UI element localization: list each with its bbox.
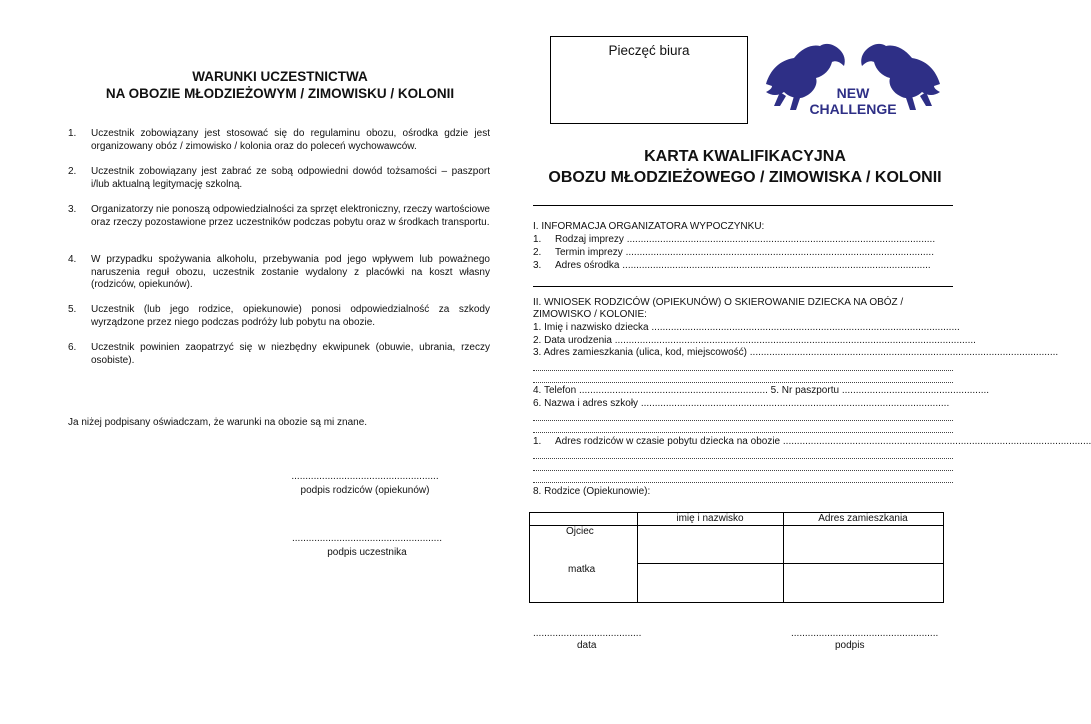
parents-address-line[interactable] <box>533 470 953 471</box>
phone-passport-row: 4. Telefon .................................................................... 5. Nr paszportu ..................................................... <box>533 385 990 396</box>
event-type-field[interactable]: 1. Rodzaj imprezy ............................................................................................................... <box>533 234 936 245</box>
condition-text: Uczestnik zobowiązany jest stosować się do regulaminu obozu, ośrodka gdzie jest organizowany obóz / zimowisko / kolonia oraz do poleceń wychowawców. <box>91 128 490 152</box>
father-name-cell[interactable] <box>638 526 782 562</box>
condition-text: Organizatorzy nie ponoszą odpowiedzialności za sprzęt elektroniczny, rzeczy wartościowe oraz rzeczy pozostawione przez uczestników podczas pobytu oraz w środkach transportu. <box>91 204 490 228</box>
condition-text: Uczestnik zobowiązany jest zabrać ze sobą odpowiedni dowód tożsamości – paszport i/lub aktualną legitymację szkolną. <box>91 166 490 190</box>
condition-text: Uczestnik (lub jego rodzice, opiekunowie) ponosi odpowiedzialność za szkody wyrządzone przez niego podczas podróży lub pobytu na obozie. <box>91 304 490 328</box>
signature-label: podpis <box>835 640 865 651</box>
condition-number: 5. <box>68 304 77 315</box>
condition-text: W przypadku spożywania alkoholu, przebywania pod jego wpływem lub poważnego naruszenia reguł obozu, uczestnik zostanie wydalony z placówki na koszt własny (rodziców, opiekunów). <box>91 254 490 290</box>
conditions-title-line1: WARUNKI UCZESTNICTWA <box>192 69 368 84</box>
home-address-field[interactable]: 3. Adres zamieszkania (ulica, kod, miejscowość) ............................................................................................................... <box>533 347 1059 358</box>
signature-dots: ..................................................... <box>291 471 439 482</box>
office-stamp-label: Pieczęć biura <box>608 43 690 58</box>
signature-line[interactable]: ..................................................... <box>791 628 939 639</box>
table-header-name: imię i nazwisko <box>676 513 744 524</box>
qualification-title-line1: KARTA KWALIFIKACYJNA <box>644 148 846 165</box>
declaration-text: Ja niżej podpisany oświadczam, że warunki na obozie są mi znane. <box>68 417 368 428</box>
date-signature-line[interactable]: ....................................... <box>533 628 642 639</box>
new-challenge-logo <box>760 40 946 120</box>
table-header-address: Adres zamieszkania <box>818 513 908 524</box>
home-address-line[interactable] <box>533 370 953 371</box>
date-label: data <box>577 640 597 651</box>
condition-number: 1. <box>68 128 77 139</box>
condition-number: 3. <box>68 204 77 215</box>
horses-logo-icon <box>760 40 946 120</box>
section2-title-line2: ZIMOWISKO / KOLONIE: <box>533 309 647 320</box>
section1-title: I. INFORMACJA ORGANIZATORA WYPOCZYNKU: <box>533 221 765 232</box>
home-address-line[interactable] <box>533 382 953 383</box>
parents-address-field[interactable]: 1. Adres rodziców w czasie pobytu dziecka na obozie ............................................................................................................... <box>533 436 1091 447</box>
phone-field: 4. Telefon <box>533 385 577 396</box>
school-address-line[interactable] <box>533 420 953 421</box>
child-name-field[interactable]: 1. Imię i nazwisko dziecka ............................................................................................................... <box>533 322 960 333</box>
venue-address-field[interactable]: 3. Adres ośrodka ............................................................................................................... <box>533 260 931 271</box>
qualification-title-line2: OBOZU MŁODZIEŻOWEGO / ZIMOWISKA / KOLONII <box>548 169 942 186</box>
parents-signature-label: podpis rodziców (opiekunów) <box>300 485 430 496</box>
passport-field: 5. Nr paszportu <box>770 385 840 396</box>
section2-title-line1: II. WNIOSEK RODZICÓW (OPIEKUNÓW) O SKIEROWANIE DZIECKA NA OBÓZ / <box>533 297 904 308</box>
logo-word-new: NEW <box>836 85 870 101</box>
parents-address-line[interactable] <box>533 458 953 459</box>
event-date-field[interactable]: 2. Termin imprezy ............................................................................................................... <box>533 247 934 258</box>
condition-number: 4. <box>68 254 77 265</box>
parents-table <box>529 512 944 603</box>
table-row-father: Ojciec <box>566 526 594 537</box>
school-field[interactable]: 6. Nazwa i adres szkoły ............................................................................................................... <box>533 398 950 409</box>
birth-date-field[interactable]: 2. Data urodzenia .................................................................................................................................. <box>533 335 976 346</box>
mother-address-cell[interactable] <box>784 564 942 601</box>
conditions-title-line2: NA OBOZIE MŁODZIEŻOWYM / ZIMOWISKU / KOLONII <box>105 86 455 101</box>
conditions-title <box>60 68 500 102</box>
parents-address-line[interactable] <box>533 482 953 483</box>
table-row-mother: matka <box>568 564 596 575</box>
participant-signature-block <box>282 532 452 560</box>
logo-word-challenge: CHALLENGE <box>809 101 897 117</box>
father-address-cell[interactable] <box>784 526 942 562</box>
mother-name-cell[interactable] <box>638 564 782 601</box>
parents-signature-block <box>280 470 450 498</box>
signature-dots: ...................................................... <box>291 533 443 544</box>
qualification-card-title <box>520 146 970 188</box>
condition-number: 2. <box>68 166 77 177</box>
divider <box>533 205 953 206</box>
divider <box>533 286 953 287</box>
condition-number: 6. <box>68 342 77 353</box>
condition-text: Uczestnik powinien zaopatrzyć się w niezbędny ekwipunek (obuwie, ubrania, rzeczy osobiste). <box>91 342 490 366</box>
parents-heading: 8. Rodzice (Opiekunowie): <box>533 486 651 497</box>
school-address-line[interactable] <box>533 432 953 433</box>
office-stamp-box <box>550 36 748 124</box>
participant-signature-label: podpis uczestnika <box>327 547 407 558</box>
